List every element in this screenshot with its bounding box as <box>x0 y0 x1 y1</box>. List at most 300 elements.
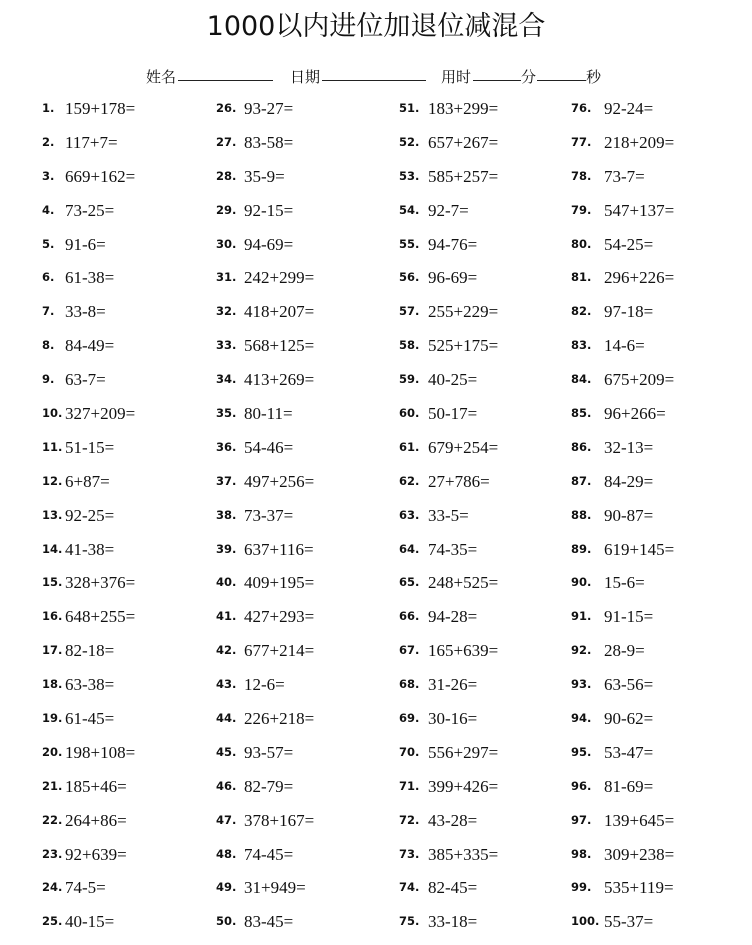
problem-column-2 <box>216 95 391 942</box>
problem-item <box>42 841 212 875</box>
problem-item <box>42 400 212 434</box>
problem-expression: 54-46= <box>244 437 294 457</box>
problem-number: 42. <box>216 643 237 658</box>
problem-item <box>571 129 746 163</box>
problem-item <box>216 129 391 163</box>
problem-expression: 399+426= <box>428 776 499 796</box>
problem-expression: 117+7= <box>65 132 118 152</box>
problem-number: 36. <box>216 439 237 454</box>
problem-number: 93. <box>571 677 592 692</box>
problem-number: 20. <box>42 744 63 759</box>
problem-expression: 657+267= <box>428 132 499 152</box>
problem-item <box>399 366 569 400</box>
problem-expression: 90-62= <box>604 709 654 729</box>
problem-number: 97. <box>571 812 592 827</box>
problem-expression: 55-37= <box>604 912 654 932</box>
problem-number: 86. <box>571 439 592 454</box>
problem-expression: 418+207= <box>244 302 315 322</box>
problem-number: 16. <box>42 609 63 624</box>
problem-expression: 556+297= <box>428 742 499 762</box>
time-label: 用时 <box>441 68 472 86</box>
problem-expression: 648+255= <box>65 607 136 627</box>
problem-number: 2. <box>42 134 55 149</box>
problem-expression: 92-7= <box>428 200 469 220</box>
problem-expression: 43-28= <box>428 810 478 830</box>
problem-item <box>571 671 746 705</box>
problem-expression: 74-35= <box>428 539 478 559</box>
problem-number: 19. <box>42 711 63 726</box>
problem-item <box>216 264 391 298</box>
problem-item <box>42 434 212 468</box>
problem-expression: 63-38= <box>65 675 115 695</box>
problem-item <box>399 298 569 332</box>
problem-number: 18. <box>42 677 63 692</box>
problem-expression: 637+116= <box>244 539 314 559</box>
problem-expression: 327+209= <box>65 404 136 424</box>
problem-item <box>571 434 746 468</box>
problem-expression: 242+299= <box>244 268 315 288</box>
problem-item <box>42 332 212 366</box>
problem-expression: 409+195= <box>244 573 315 593</box>
problem-number: 69. <box>399 711 420 726</box>
problem-column-4 <box>571 95 746 942</box>
problem-expression: 54-25= <box>604 234 654 254</box>
problem-number: 50. <box>216 914 237 929</box>
problem-item <box>571 874 746 908</box>
problem-number: 31. <box>216 270 237 285</box>
problem-item <box>399 841 569 875</box>
problem-item <box>571 603 746 637</box>
problem-number: 53. <box>399 168 420 183</box>
problem-expression: 83-45= <box>244 912 294 932</box>
problem-expression: 96-69= <box>428 268 478 288</box>
problem-expression: 585+257= <box>428 166 499 186</box>
problem-item <box>571 502 746 536</box>
problem-item <box>399 95 569 129</box>
problem-item <box>216 671 391 705</box>
problem-expression: 385+335= <box>428 844 499 864</box>
problem-item <box>216 536 391 570</box>
problem-expression: 669+162= <box>65 166 136 186</box>
problem-item <box>399 671 569 705</box>
problem-item <box>42 874 212 908</box>
problem-item <box>216 95 391 129</box>
problem-number: 45. <box>216 744 237 759</box>
problem-item <box>571 908 746 942</box>
problem-number: 5. <box>42 236 55 251</box>
problem-number: 22. <box>42 812 63 827</box>
problem-number: 94. <box>571 711 592 726</box>
problem-expression: 92-25= <box>65 505 115 525</box>
problem-number: 37. <box>216 473 237 488</box>
problem-item <box>42 637 212 671</box>
problem-number: 24. <box>42 880 63 895</box>
date-label: 日期 <box>290 68 321 86</box>
problem-expression: 82-18= <box>65 641 115 661</box>
problem-item <box>216 569 391 603</box>
problem-item <box>571 536 746 570</box>
problem-expression: 90-87= <box>604 505 654 525</box>
problem-expression: 73-37= <box>244 505 294 525</box>
problem-expression: 40-25= <box>428 370 478 390</box>
problem-expression: 497+256= <box>244 471 315 491</box>
problem-number: 70. <box>399 744 420 759</box>
problem-expression: 82-79= <box>244 776 294 796</box>
problem-number: 75. <box>399 914 420 929</box>
problem-expression: 328+376= <box>65 573 136 593</box>
problem-number: 27. <box>216 134 237 149</box>
problem-number: 47. <box>216 812 237 827</box>
problem-item <box>571 197 746 231</box>
problem-number: 71. <box>399 778 420 793</box>
problem-number: 23. <box>42 846 63 861</box>
problem-expression: 525+175= <box>428 336 499 356</box>
problem-expression: 91-6= <box>65 234 106 254</box>
problem-expression: 14-6= <box>604 336 645 356</box>
problem-expression: 31+949= <box>244 878 306 898</box>
problem-expression: 93-57= <box>244 742 294 762</box>
problem-item <box>571 569 746 603</box>
problem-item <box>399 536 569 570</box>
student-info-header <box>0 66 752 88</box>
problem-number: 39. <box>216 541 237 556</box>
problem-expression: 6+87= <box>65 471 110 491</box>
problem-expression: 41-38= <box>65 539 115 559</box>
problem-expression: 12-6= <box>244 675 285 695</box>
problem-item <box>399 874 569 908</box>
problem-number: 43. <box>216 677 237 692</box>
problem-item <box>42 502 212 536</box>
problem-item <box>399 637 569 671</box>
problem-number: 15. <box>42 575 63 590</box>
problem-number: 76. <box>571 101 592 115</box>
problem-number: 66. <box>399 609 420 624</box>
problem-item <box>571 705 746 739</box>
problem-number: 80. <box>571 236 592 251</box>
problem-item <box>571 95 746 129</box>
problem-item <box>571 366 746 400</box>
problem-expression: 51-15= <box>65 437 115 457</box>
problem-expression: 40-15= <box>65 912 115 932</box>
problem-expression: 91-15= <box>604 607 654 627</box>
problem-number: 13. <box>42 507 63 522</box>
problem-item <box>216 705 391 739</box>
problem-item <box>399 400 569 434</box>
problem-item <box>399 705 569 739</box>
problem-expression: 226+218= <box>244 709 315 729</box>
problem-number: 88. <box>571 507 592 522</box>
problem-expression: 264+86= <box>65 810 127 830</box>
problem-item <box>42 773 212 807</box>
problem-expression: 93-27= <box>244 99 294 118</box>
problem-item <box>42 95 212 129</box>
problem-number: 29. <box>216 202 237 217</box>
problem-number: 61. <box>399 439 420 454</box>
problem-expression: 83-58= <box>244 132 294 152</box>
problem-expression: 309+238= <box>604 844 675 864</box>
problem-number: 35. <box>216 406 237 421</box>
problem-number: 56. <box>399 270 420 285</box>
problem-number: 38. <box>216 507 237 522</box>
problem-item <box>571 468 746 502</box>
problem-number: 87. <box>571 473 592 488</box>
problem-number: 82. <box>571 304 592 319</box>
problem-expression: 547+137= <box>604 200 675 220</box>
problem-item <box>42 536 212 570</box>
problem-expression: 675+209= <box>604 370 675 390</box>
problem-number: 28. <box>216 168 237 183</box>
problem-item <box>216 231 391 265</box>
problem-expression: 96+266= <box>604 404 666 424</box>
problem-column-3 <box>399 95 569 942</box>
problem-number: 91. <box>571 609 592 624</box>
problem-item <box>216 197 391 231</box>
problem-item <box>216 807 391 841</box>
problem-number: 9. <box>42 372 55 387</box>
problem-expression: 218+209= <box>604 132 675 152</box>
problem-expression: 185+46= <box>65 776 127 796</box>
problem-number: 4. <box>42 202 55 217</box>
problem-expression: 61-38= <box>65 268 115 288</box>
problem-number: 8. <box>42 338 55 353</box>
problem-item <box>571 739 746 773</box>
problem-item <box>216 773 391 807</box>
problem-item <box>399 197 569 231</box>
problem-item <box>42 705 212 739</box>
problem-number: 95. <box>571 744 592 759</box>
problem-item <box>42 129 212 163</box>
problem-number: 17. <box>42 643 63 658</box>
problem-expression: 619+145= <box>604 539 675 559</box>
problem-item <box>571 264 746 298</box>
problem-number: 21. <box>42 778 63 793</box>
problem-expression: 33-18= <box>428 912 478 932</box>
problem-number: 49. <box>216 880 237 895</box>
problem-number: 78. <box>571 168 592 183</box>
problem-expression: 97-18= <box>604 302 654 322</box>
problem-item <box>216 298 391 332</box>
problem-item <box>216 841 391 875</box>
problem-number: 34. <box>216 372 237 387</box>
problem-number: 6. <box>42 270 55 285</box>
problem-expression: 92-24= <box>604 99 654 118</box>
problem-expression: 81-69= <box>604 776 654 796</box>
problem-item <box>42 231 212 265</box>
problem-item <box>42 908 212 942</box>
problem-number: 58. <box>399 338 420 353</box>
problem-number: 85. <box>571 406 592 421</box>
problem-item <box>571 298 746 332</box>
problem-item <box>216 874 391 908</box>
problem-expression: 63-7= <box>65 370 106 390</box>
problem-item <box>42 671 212 705</box>
problem-number: 14. <box>42 541 63 556</box>
problem-expression: 84-49= <box>65 336 115 356</box>
problem-item <box>399 502 569 536</box>
problem-item <box>399 807 569 841</box>
problem-number: 77. <box>571 134 592 149</box>
problem-number: 25. <box>42 914 63 929</box>
problem-item <box>216 366 391 400</box>
problem-item <box>399 569 569 603</box>
problem-item <box>42 468 212 502</box>
problem-number: 73. <box>399 846 420 861</box>
problem-number: 98. <box>571 846 592 861</box>
problem-item <box>42 569 212 603</box>
problem-item <box>216 332 391 366</box>
problem-expression: 568+125= <box>244 336 315 356</box>
problem-number: 30. <box>216 236 237 251</box>
problem-expression: 139+645= <box>604 810 675 830</box>
problem-number: 99. <box>571 880 592 895</box>
problem-item <box>216 603 391 637</box>
problem-expression: 92-15= <box>244 200 294 220</box>
problem-number: 54. <box>399 202 420 217</box>
minute-label: 分 <box>521 68 537 86</box>
problem-expression: 15-6= <box>604 573 645 593</box>
problem-expression: 82-45= <box>428 878 478 898</box>
problem-item <box>399 264 569 298</box>
problem-number: 26. <box>216 101 237 115</box>
problem-expression: 92+639= <box>65 844 127 864</box>
problem-number: 74. <box>399 880 420 895</box>
problem-item <box>399 434 569 468</box>
problem-number: 64. <box>399 541 420 556</box>
problem-item <box>42 807 212 841</box>
problem-item <box>399 773 569 807</box>
problem-item <box>399 332 569 366</box>
problem-column-1 <box>42 95 212 942</box>
problem-number: 90. <box>571 575 592 590</box>
problem-number: 100. <box>571 914 600 929</box>
problem-expression: 74-5= <box>65 878 106 898</box>
problem-item <box>399 603 569 637</box>
problem-item <box>399 908 569 942</box>
problem-number: 52. <box>399 134 420 149</box>
problem-expression: 35-9= <box>244 166 285 186</box>
worksheet-title: 1000以内进位加退位减混合 <box>206 11 546 42</box>
problem-number: 32. <box>216 304 237 319</box>
problem-number: 62. <box>399 473 420 488</box>
problem-number: 12. <box>42 473 63 488</box>
problem-number: 72. <box>399 812 420 827</box>
problem-item <box>216 434 391 468</box>
problem-item <box>399 231 569 265</box>
problem-item <box>216 502 391 536</box>
problem-number: 59. <box>399 372 420 387</box>
problem-item <box>42 603 212 637</box>
problem-number: 60. <box>399 406 420 421</box>
problem-number: 63. <box>399 507 420 522</box>
problem-number: 1. <box>42 101 55 115</box>
problem-number: 48. <box>216 846 237 861</box>
problem-expression: 159+178= <box>65 99 136 118</box>
problem-expression: 679+254= <box>428 437 499 457</box>
problem-item <box>399 129 569 163</box>
second-label: 秒 <box>586 68 602 86</box>
problem-number: 84. <box>571 372 592 387</box>
problem-expression: 27+786= <box>428 471 490 491</box>
name-label: 姓名 <box>146 68 177 86</box>
problem-expression: 50-17= <box>428 404 478 424</box>
problem-item <box>399 163 569 197</box>
problem-item <box>399 739 569 773</box>
problem-item <box>42 298 212 332</box>
problem-item <box>42 739 212 773</box>
problem-item <box>42 163 212 197</box>
problem-expression: 33-8= <box>65 302 106 322</box>
problem-number: 89. <box>571 541 592 556</box>
problem-number: 96. <box>571 778 592 793</box>
problem-expression: 427+293= <box>244 607 315 627</box>
problem-item <box>571 163 746 197</box>
problem-item <box>216 400 391 434</box>
problem-expression: 248+525= <box>428 573 499 593</box>
problem-number: 46. <box>216 778 237 793</box>
problem-expression: 73-7= <box>604 166 645 186</box>
problem-expression: 33-5= <box>428 505 469 525</box>
problem-item <box>216 908 391 942</box>
problem-expression: 94-76= <box>428 234 478 254</box>
problem-item <box>571 773 746 807</box>
problem-item <box>216 739 391 773</box>
problem-item <box>571 400 746 434</box>
problem-expression: 535+119= <box>604 878 674 898</box>
problem-expression: 378+167= <box>244 810 315 830</box>
problem-number: 67. <box>399 643 420 658</box>
problem-expression: 32-13= <box>604 437 654 457</box>
problem-expression: 74-45= <box>244 844 294 864</box>
problem-item <box>42 264 212 298</box>
problem-number: 92. <box>571 643 592 658</box>
problem-number: 11. <box>42 439 63 454</box>
problem-item <box>571 841 746 875</box>
problem-expression: 296+226= <box>604 268 675 288</box>
problem-item <box>399 468 569 502</box>
problem-expression: 165+639= <box>428 641 499 661</box>
problem-item <box>42 366 212 400</box>
problem-expression: 63-56= <box>604 675 654 695</box>
problem-number: 7. <box>42 304 55 319</box>
problem-expression: 30-16= <box>428 709 478 729</box>
problem-expression: 73-25= <box>65 200 115 220</box>
problem-number: 10. <box>42 406 63 421</box>
problem-item <box>571 231 746 265</box>
problem-expression: 413+269= <box>244 370 315 390</box>
problem-number: 51. <box>399 101 420 115</box>
problem-expression: 61-45= <box>65 709 115 729</box>
problem-item <box>571 637 746 671</box>
problem-item <box>571 807 746 841</box>
problem-number: 41. <box>216 609 237 624</box>
problem-number: 40. <box>216 575 237 590</box>
problem-expression: 255+229= <box>428 302 499 322</box>
problem-expression: 94-69= <box>244 234 294 254</box>
problem-item <box>42 197 212 231</box>
problem-item <box>571 332 746 366</box>
problem-expression: 94-28= <box>428 607 478 627</box>
problem-item <box>216 163 391 197</box>
problem-item <box>216 637 391 671</box>
problem-number: 57. <box>399 304 420 319</box>
problem-number: 68. <box>399 677 420 692</box>
problem-expression: 53-47= <box>604 742 654 762</box>
problem-number: 44. <box>216 711 237 726</box>
problem-expression: 84-29= <box>604 471 654 491</box>
problem-number: 55. <box>399 236 420 251</box>
problem-expression: 28-9= <box>604 641 645 661</box>
problem-item <box>216 468 391 502</box>
